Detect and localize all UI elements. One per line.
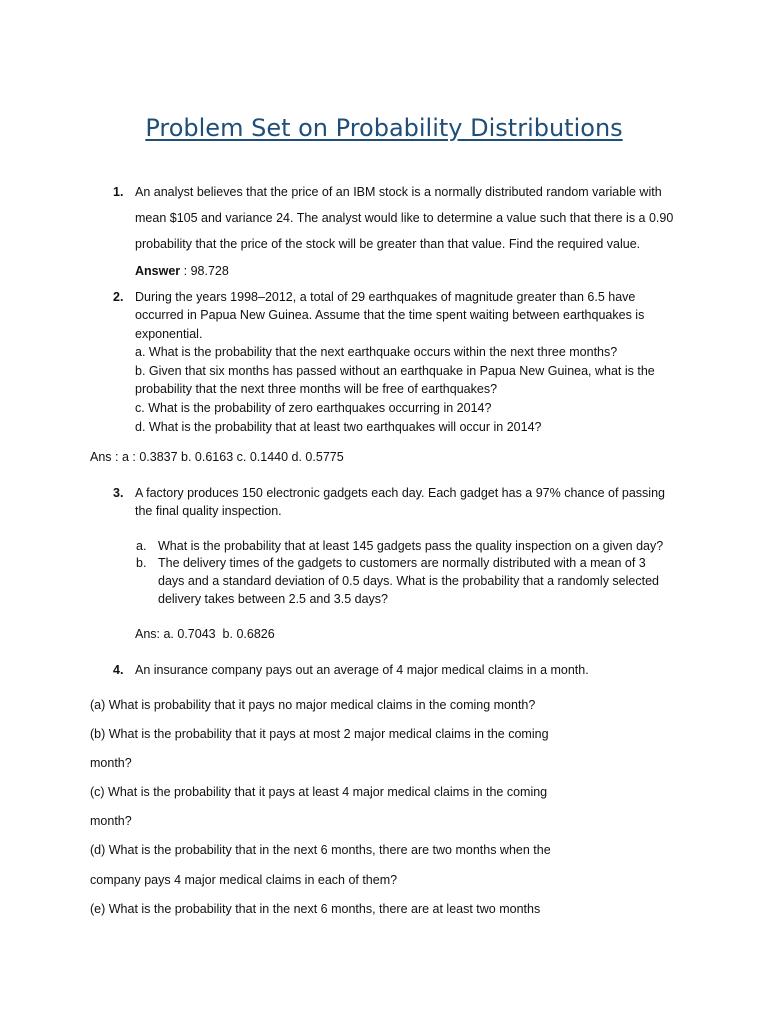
- question-3-sub-marker: b.: [136, 556, 147, 570]
- question-1-line: An analyst believes that the price of an IBM stock is a normally distributed random variable with: [135, 185, 662, 199]
- question-3-sub-b-line: delivery takes between 2.5 and 3.5 days?: [158, 592, 389, 606]
- question-4-line: month?: [90, 756, 132, 770]
- question-3-answer: Ans: a. 0.7043 b. 0.6826: [135, 627, 275, 641]
- question-3-number: 3.: [113, 486, 124, 500]
- question-3-sub-a: What is the probability that at least 145 gadgets pass the quality inspection on a given day?: [158, 539, 664, 553]
- question-2-line: occurred in Papua New Guinea. Assume that the time spent waiting between earthquakes is: [135, 308, 645, 322]
- question-2-answer: Ans : a : 0.3837 b. 0.6163 c. 0.1440 d. 0.5775: [90, 450, 344, 464]
- question-3-sub-b-line: days and a standard deviation of 0.5 days. What is the probability that a randomly selected: [158, 574, 659, 588]
- question-4-line: (c) What is the probability that it pays at least 4 major medical claims in the coming: [90, 785, 548, 799]
- question-4-line: (e) What is the probability that in the next 6 months, there are at least two months: [90, 902, 541, 916]
- question-1-line: probability that the price of the stock will be greater than that value. Find the required value.: [135, 237, 641, 251]
- question-3-line: A factory produces 150 electronic gadgets each day. Each gadget has a 97% chance of passing: [135, 486, 665, 500]
- answer-value: : 98.728: [180, 264, 229, 278]
- question-4-line: (a) What is probability that it pays no major medical claims in the coming month?: [90, 698, 536, 712]
- question-2-line: c. What is the probability of zero earthquakes occurring in 2014?: [135, 401, 492, 415]
- question-3-line: the final quality inspection.: [135, 504, 282, 518]
- question-3-sub-marker: a.: [136, 539, 147, 553]
- question-4-line: (b) What is the probability that it pays at most 2 major medical claims in the coming: [90, 727, 549, 741]
- question-2-line: a. What is the probability that the next earthquake occurs within the next three months?: [135, 345, 618, 359]
- question-2-number: 2.: [113, 290, 124, 304]
- question-4-text: An insurance company pays out an average of 4 major medical claims in a month.: [135, 663, 589, 677]
- question-1-number: 1.: [113, 185, 124, 199]
- question-4-line: company pays 4 major medical claims in each of them?: [90, 873, 398, 887]
- question-2-line: b. Given that six months has passed without an earthquake in Papua New Guinea, what is the: [135, 364, 655, 378]
- question-4-number: 4.: [113, 663, 124, 677]
- answer-label: Answer: [135, 264, 181, 278]
- question-2-line: probability that the next three months will be free of earthquakes?: [135, 382, 498, 396]
- page-title: Problem Set on Probability Distributions: [145, 114, 623, 142]
- question-2-line: exponential.: [135, 327, 203, 341]
- question-3-sub-b-line: The delivery times of the gadgets to customers are normally distributed with a mean of 3: [158, 556, 646, 570]
- question-4-line: month?: [90, 814, 132, 828]
- question-1-answer: [135, 264, 229, 278]
- question-4-line: (d) What is the probability that in the next 6 months, there are two months when the: [90, 843, 551, 857]
- question-2-line: During the years 1998–2012, a total of 29 earthquakes of magnitude greater than 6.5 have: [135, 290, 636, 304]
- question-2-line: d. What is the probability that at least two earthquakes will occur in 2014?: [135, 420, 542, 434]
- question-1-line: mean $105 and variance 24. The analyst would like to determine a value such that there is a 0.90: [135, 211, 674, 225]
